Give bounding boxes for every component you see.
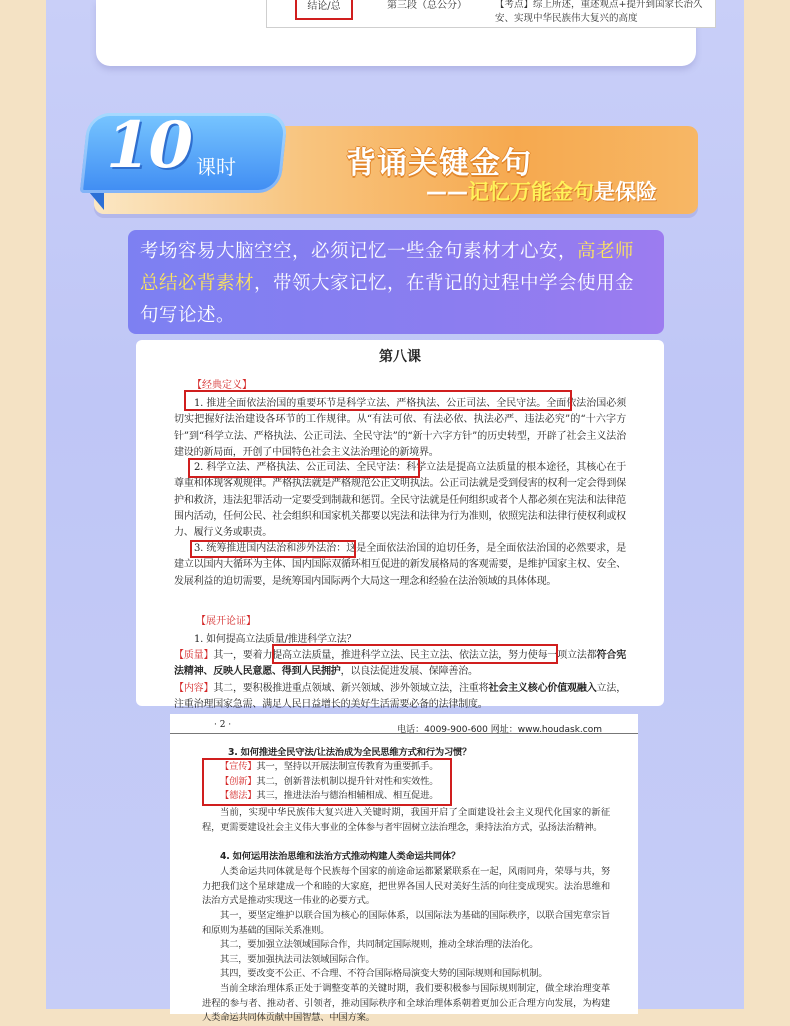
page2-paragraph-g: 当前全球治理体系正处于调整变革的关键时期，我们要积极参与国际规则制定，做全球治理变革进程的参与者、推动者、引领者，推动国际秩序和全球治理体系朝着更加公正合理方向发展，为构建人类命运共同体贡献中国智慧、中国方案。: [202, 983, 610, 1024]
page2-paragraph-d: 其二，要加强立法领域国际合作，共同制定国际规则，推动全球治理的法治化。: [220, 939, 539, 950]
lesson-number: 10: [106, 108, 192, 183]
subtitle-highlight: 记忆万能金句: [468, 180, 594, 204]
tag-virtue-law: 【德法】: [220, 790, 257, 802]
definition-3-body: 这是全面依法治国的迫切任务，是全面依法治国的必然要求，是建立以国内大循环为主体、国内国际双循环相互促进的新发展格局的客观需要，是维护国家主权、安全、发展利益的迫切需要，是统筹国内国际两个大局这一理念和经验在法治领域的具体体现。: [174, 543, 626, 587]
answer-3-item-3: [220, 789, 628, 804]
page2-paragraph-e: 其三，要加强执法司法领域国际合作。: [220, 954, 375, 965]
answer-2-prefix: 其二，要积极推进重点领域、新兴领域、涉外领域立法，注重将: [213, 682, 489, 694]
definition-3: [174, 541, 626, 590]
page-number: · 2 ·: [214, 720, 232, 730]
answer-2-end: 立法，注重治理国家急需、满足人民日益增长的美好生活需要必备的法律制度。: [174, 682, 626, 710]
answer-3-list: [220, 760, 628, 804]
answer-2-bold: 社会主义核心价值观融入: [488, 682, 597, 694]
intro-highlight: 高老师总结必背素材: [140, 241, 635, 294]
lesson-document: [136, 340, 664, 710]
section-argument: 【展开论证】: [196, 616, 256, 627]
intro-text-a: 考场容易大脑空空，必须记忆一些金句素材才心安，: [140, 241, 578, 262]
definition-1: [174, 396, 626, 461]
question-3-text: 3. 如何推进全民守法/让法治成为全民思维方式和行为习惯？: [228, 747, 472, 758]
lesson-subtitle: [426, 176, 657, 206]
doc-title: 第八课: [379, 349, 421, 365]
question-1-answer: [174, 648, 626, 713]
page2-paragraph-f: 其四，要改变不公正、不合理、不符合国际格局演变大势的国际规则和国际机制。: [220, 968, 548, 979]
question-4: [220, 850, 628, 865]
table-cell-label: 结论/总: [295, 0, 353, 20]
question-1: 1. 如何提高立法质量/推进科学立法？: [194, 634, 357, 645]
definition-2-body: 科学立法是提高立法质量的根本途径，其核心在于尊重和体现客观规律。严格执法就是严格规范公正文明执法。公正司法就是受到侵害的权利一定会得到保护和救济，违法犯罪活动一定要受到制裁和惩罚。全民守法就是任何组织或者个人都必须在宪法和法律范围内活动，任何公民、社会组织和国家机关都要以宪法和法律为行为准则，依照宪法和法律行使权利或权力、履行义务或职责。: [174, 462, 626, 539]
answer-1-bold: 符合宪法精神、反映人民意愿、得到人民拥护: [174, 650, 626, 678]
tag-content: 【内容】: [174, 682, 214, 694]
answer-3-item-1-text: 其一，坚持以开展法制宣传教育为重要抓手。: [256, 761, 439, 772]
summary-table-fragment: [266, 0, 716, 28]
intro-box: [128, 230, 664, 334]
question-3: [228, 746, 636, 761]
tag-publicity: 【宣传】: [220, 761, 257, 772]
answer-3-item-2: [220, 775, 628, 790]
lesson-page-2: [170, 714, 638, 1024]
answer-1-prefix: 其一，: [213, 650, 243, 661]
answer-3-item-3-text: 其三，推进法治与德治相辅相成、相互促进。: [256, 790, 439, 802]
answer-3-item-2-text: 其二，创新普法机制以提升针对性和实效性。: [256, 775, 439, 787]
lesson-unit: 课时: [196, 155, 236, 179]
table-cell-right: 【考点】综上所述，重述观点+提升到国家长治久安、实现中华民族伟大复兴的高度: [495, 0, 703, 24]
answer-1-rest: 努力使每一项立法都: [508, 650, 597, 661]
previous-lesson-card: [96, 0, 703, 66]
page-header: [170, 714, 638, 734]
lesson-title: 背诵关键金句: [346, 146, 532, 181]
definition-3-key: 3. 统筹推进国内法治和涉外法治：: [194, 543, 347, 554]
table-cell-mid: 第三段（总公分）: [387, 0, 467, 11]
tag-innovation: 【创新】: [220, 775, 257, 787]
subtitle-prefix: ——: [426, 180, 468, 204]
contact-info: 电话：4009-900-600 网址：www.houdask.com: [397, 725, 602, 735]
question-4-text: 4. 如何运用法治思维和法治方式推动构建人类命运共同体？: [220, 851, 461, 862]
answer-1-end: ，以良法促进发展、保障善治。: [340, 666, 478, 678]
definition-2: [174, 460, 626, 541]
tag-quality: 【质量】: [174, 650, 214, 661]
answer-1-key: 要着力提高立法质量，推进科学立法、民主立法、依法立法，: [242, 650, 509, 661]
section-classic-definition: 【经典定义】: [192, 380, 252, 391]
definition-1-key: 1. 推进全面依法治国的重要环节是科学立法、严格执法、公正司法、全民守法。: [194, 398, 547, 409]
page2-paragraph-a: 当前，实现中华民族伟大复兴进入关键时期，我国开启了全面建设社会主义现代化国家的新征程，更需要建设社会主义伟大事业的全体参与者牢固树立法治理念，秉持法治方式，弘扬法治精神。: [202, 807, 610, 833]
page2-paragraph-c: 其一，要坚定维护以联合国为核心的国际体系，以国际法为基础的国际秩序，以联合国宪章宗旨和原则为基础的国际关系准则。: [202, 910, 610, 936]
intro-text-b: ，带领大家记忆，在背记的过程中学会使用金句写论述。: [140, 273, 635, 326]
answer-3-item-1: [220, 760, 628, 775]
subtitle-suffix: 是保险: [594, 180, 657, 204]
page2-paragraph-b: 人类命运共同体就是每个民族每个国家的前途命运都紧紧联系在一起，风雨同舟，荣辱与共，努力把我们这个星球建成一个和睦的大家庭，把世界各国人民对美好生活的向往变成现实。法治思维和法治方式是推动实现这一伟业的必要方式。: [202, 866, 610, 907]
definition-2-key: 2. 科学立法、严格执法、公正司法、全民守法：: [194, 462, 407, 473]
definition-1-body: 全面依法治国必须切实把握好法治建设各环节的工作规律。从“有法可依、有法必依、执法必严、违法必究”的“十六字方针”到“科学立法、严格执法、公正司法、全民守法”的“新十六字方针”的历史转型，开辟了社会主义法治建设的新局面，开创了中国特色社会主义法治理论的新境界。: [174, 398, 626, 458]
